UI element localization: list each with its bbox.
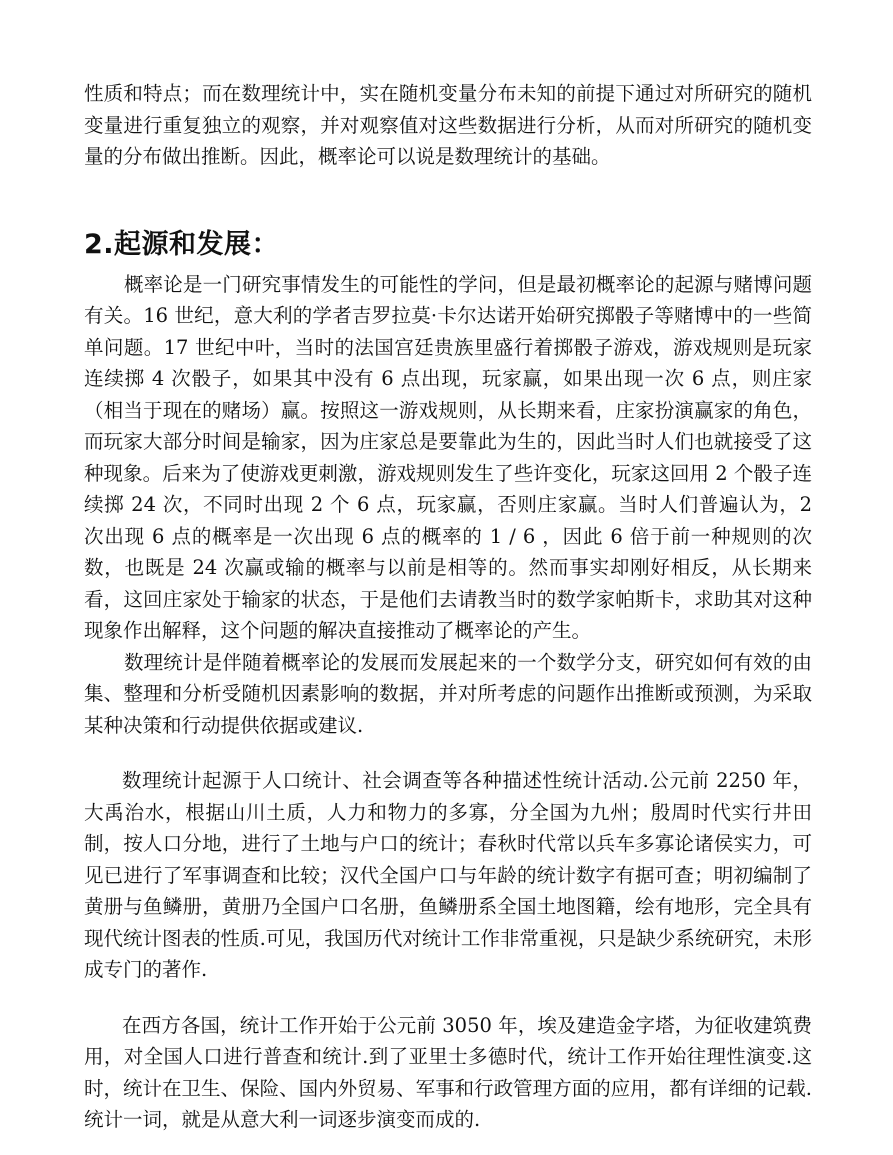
paragraph-western-history: 在西方各国，统计工作开始于公元前 3050 年，埃及建造金字塔，为征收建筑费用，对全国人口进行普查和统计.到了亚里士多德时代，统计工作开始往理性演变.这时，统计在卫生、保险、国内外贸易、军事和行政管理方面的应用，都有详细的记载.统计一词，就是从意大利一词逐步演变而成的.	[84, 1013, 812, 1131]
paragraph-statistics-definition: 数理统计是伴随着概率论的发展而发展起来的一个数学分支，研究如何有效的由集、整理和分析受随机因素影响的数据，并对所考虑的问题作出推断或预测，为采取某种决策和行动提供依据或建议.	[84, 650, 812, 737]
paragraph-gap	[84, 741, 812, 765]
section-heading: 2.起源和发展：	[84, 228, 280, 260]
intro-paragraph: 性质和特点；而在数理统计中，实在随机变量分布未知的前提下通过对所研究的随机变量进行重复独立的观察，并对观察值对这些数据进行分析，从而对所研究的随机变量的分布做出推断。因此，概率论可以说是数理统计的基础。	[84, 82, 812, 168]
document-page	[84, 78, 812, 1136]
paragraph-probability-origin: 概率论是一门研究事情发生的可能性的学问，但是最初概率论的起源与赌博问题有关。16 世纪，意大利的学者吉罗拉莫·卡尔达诺开始研究掷骰子等赌博中的一些简单问题。17 世纪中叶，当时的法国宫廷贵族里盛行着掷骰子游戏，游戏规则是玩家连续掷 4 次骰子，如果其中没有 6 点出现，玩家赢，如果出现一次 6 点，则庄家（相当于现在的赌场）赢。按照这一游戏规则，从长期来看，庄家扮演赢家的角色，而玩家大部分时间是输家，因为庄家总是要靠此为生的，因此当时人们也就接受了这种现象。后来为了使游戏更刺激，游戏规则发生了些许变化，玩家这回用 2 个骰子连续掷 24 次，不同时出现 2 个 6 点，玩家赢，否则庄家赢。当时人们普遍认为，2 次出现 6 点的概率是一次出现 6 点的概率的 1 / 6 ，因此 6 倍于前一种规则的次数，也既是 24 次赢或输的概率与以前是相等的。然而事实却刚好相反，从长期来看，这回庄家处于输家的状态，于是他们去请教当时的数学家帕斯卡，求助其对这种现象作出解释，这个问题的解决直接推动了概率论的产生。	[84, 272, 812, 642]
paragraph-china-history: 数理统计起源于人口统计、社会调查等各种描述性统计活动.公元前 2250 年，大禹治水，根据山川土质，人力和物力的多寡，分全国为九州；殷周时代实行井田制，按人口分地，进行了土地与户口的统计；春秋时代常以兵车多寡论诸侯实力，可见已进行了军事调查和比较；汉代全国户口与年龄的统计数字有据可查；明初编制了黄册与鱼鳞册，黄册乃全国户口名册，鱼鳞册系全国土地图籍，绘有地形，完全具有现代统计图表的性质.可见，我国历代对统计工作非常重视，只是缺少系统研究，未形成专门的著作.	[84, 769, 812, 981]
paragraph-gap	[84, 986, 812, 1010]
